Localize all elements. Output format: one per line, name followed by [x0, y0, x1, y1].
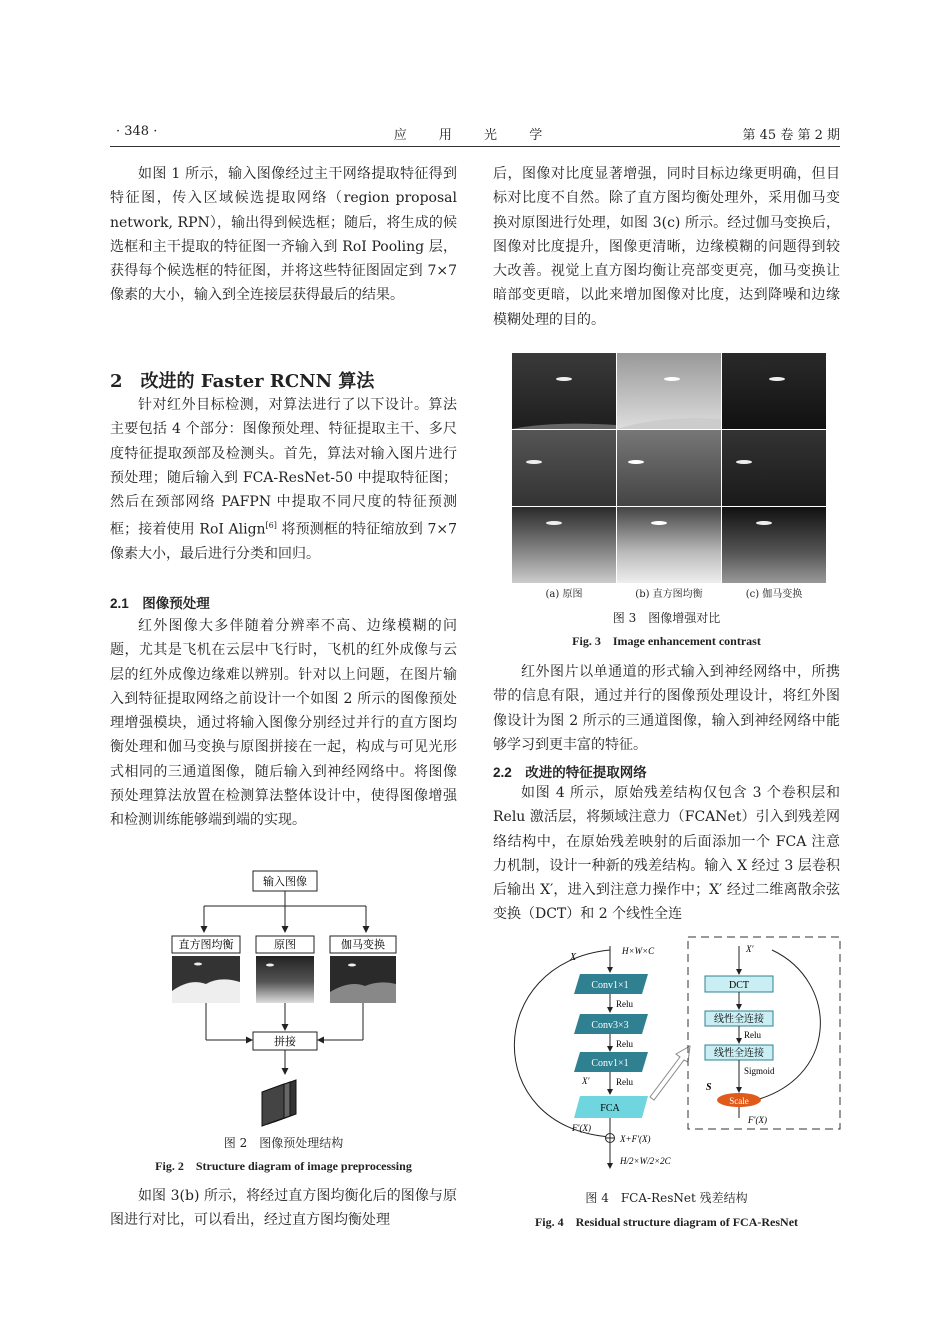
- figure-2-caption-en: Fig. 2 Structure diagram of image preprocessing: [155, 1159, 412, 1173]
- expand-arrow: [650, 1046, 690, 1100]
- input-image-label: 输入图像: [263, 876, 307, 888]
- right-paragraph-3: 如图 4 所示，原始残差结构仅包含 3 个卷积层和 Relu 激活层，将频域注意力（FCANet）引入到残差网络结构中，在原始残差映射的后面添加一个 FCA 注意力机制，设计一种新的残差结构。输入 X 经过 3 层卷积后输出 X′，进入到注意力操作中；X′ 经过二维离散余弦变换（DCT）和 2 个线性全连: [493, 785, 840, 923]
- conv1b-label: Conv1×1: [591, 1058, 629, 1069]
- relu-3: Relu: [616, 1077, 633, 1087]
- fig4-fx: F′(X): [572, 1123, 591, 1133]
- stacked-channels: [262, 1080, 296, 1126]
- relu-1: Relu: [616, 999, 633, 1009]
- left-paragraph-2: 针对红外目标检测，对算法进行了以下设计。算法主要包括 4 个部分：图像预处理、特征提取主干、多尺度特征提取颈部及检测头。首先，算法对输入图片进行预处理；随后输入到 FCA-ResNet-50 中提取特征图；然后在颈部网络 PAFPN 中提取不同尺度的特征预测框；接着使用 RoI Align[6] 将预测框的特征缩放到 7×7 像素大小，最后进行分类和回归。: [110, 397, 457, 563]
- figure-4-caption-cn: 图 4 FCA-ResNet 残差结构: [585, 1191, 748, 1205]
- section-2-2-heading: 2.2 改进的特征提取网络: [493, 765, 647, 780]
- fig4-xprime-r: X′: [746, 944, 754, 954]
- journal-name: 应 用 光 学: [393, 128, 557, 143]
- concat-label: 拼接: [274, 1036, 296, 1048]
- section-2-heading: 2 改进的 Faster RCNN 算法: [110, 371, 375, 392]
- fig4-hwc: H×W×C: [622, 946, 655, 956]
- fig4-sum: X+F′(X): [620, 1134, 651, 1144]
- figure-4-caption-en: Fig. 4 Residual structure diagram of FCA-ResNet: [534, 1215, 799, 1229]
- fig4-out: H/2×W/2×2C: [620, 1156, 671, 1166]
- running-header: [110, 122, 840, 144]
- left-paragraph-3: 红外图像大多伴随着分辨率不高、边缘模糊的问题，尤其是飞机在云层中飞行时，飞机的红外成像与云层的红外成像边缘难以辨别。针对以上问题，在图片输入到特征提取网络之前设计一个如图 2 所示的图像预处理增强模块，通过将输入图像分别经过并行的直方图均衡处理和伽马变换与原图拼接在一起，构成与可见光形式相同的三通道图像，随后输入到神经网络中。将图像预处理算法放置在检测算法整体设计中，使得图像增强和检测训练能够端到端的实现。: [110, 618, 457, 829]
- figure-2-diagram: [160, 866, 410, 1131]
- right-paragraph-2: 红外图片以单通道的形式输入到神经网络中，所携带的信息有限，通过并行的图像预处理设计，将红外图像设计为图 2 所示的三通道图像，输入到神经网络中能够学习到更丰富的特征。: [493, 664, 840, 753]
- hist-label: 直方图均衡: [178, 939, 234, 951]
- sigmoid-label: Sigmoid: [744, 1066, 775, 1076]
- left-paragraph-4: 如图 3(b) 所示，将经过直方图均衡化后的图像与原图进行对比，可以看出，经过直方图均衡处理: [110, 1188, 457, 1229]
- fig3-sub-b: (b) 直方图均衡: [635, 589, 703, 600]
- orig-thumbnail: [256, 956, 314, 1003]
- citation-ref[interactable]: [6]: [265, 521, 277, 531]
- right-paragraph-1: 后，图像对比度显著增强，同时目标边缘更明确，但目标对比度不自然。除了直方图均衡处理外，采用伽马变换对原图进行处理，如图 3(c) 所示。经过伽马变换后，图像对比度提升，图像更清晰，边缘模糊的问题得到较大改善。视觉上直方图均衡让亮部变更亮，伽马变换让暗部变更暗，以此来增加图像对比度，达到降噪和边缘模糊处理的目的。: [493, 166, 840, 328]
- gamma-label: 伽马变换: [341, 939, 385, 951]
- page-number: · 348 ·: [116, 124, 158, 139]
- relu-4: Relu: [744, 1030, 761, 1040]
- scale-label: Scale: [729, 1096, 749, 1106]
- fig4-xprime: X′: [582, 1076, 590, 1086]
- orig-label: 原图: [274, 939, 296, 951]
- figure-3-caption-cn: 图 3 图像增强对比: [612, 611, 721, 625]
- fig3-sub-c: (c) 伽马变换: [745, 589, 803, 600]
- fig4-x: X: [570, 952, 577, 963]
- fig4-s: S: [706, 1082, 712, 1093]
- conv3-label: Conv3×3: [591, 1020, 629, 1031]
- issue-info: 第 45 卷 第 2 期: [742, 128, 840, 143]
- figure-4-diagram: [510, 932, 845, 1177]
- fc-label-1: 线性全连接: [714, 1014, 764, 1025]
- fig3-planes: [512, 353, 827, 583]
- fc-label-2: 线性全连接: [714, 1048, 764, 1059]
- left-paragraph-1: 如图 1 所示，输入图像经过主干网络提取特征得到特征图，传入区域候选提取网络（region proposal network, RPN），输出得到候选框；随后，将生成的候选框和主干提取的特征图一齐输入到 RoI Pooling 层，获得每个候选框的特征图，并将这些特征图固定到 7×7 像素的大小，输入到全连接层获得最后的结果。: [110, 166, 457, 304]
- relu-2: Relu: [616, 1039, 633, 1049]
- fca-label: FCA: [600, 1103, 620, 1114]
- header-rule: [110, 146, 840, 147]
- fig3-sub-a: (a) 原图: [545, 589, 583, 600]
- dct-label: DCT: [729, 980, 749, 991]
- figure-3-caption-en: Fig. 3 Image enhancement contrast: [572, 634, 761, 648]
- fig4-fx-r: F′(X): [748, 1115, 767, 1125]
- fca-detail-frame: [688, 937, 840, 1129]
- conv1-label: Conv1×1: [591, 980, 629, 991]
- figure-2-caption-cn: 图 2 图像预处理结构: [223, 1136, 344, 1150]
- section-2-1-heading: 2.1 图像预处理: [110, 596, 210, 611]
